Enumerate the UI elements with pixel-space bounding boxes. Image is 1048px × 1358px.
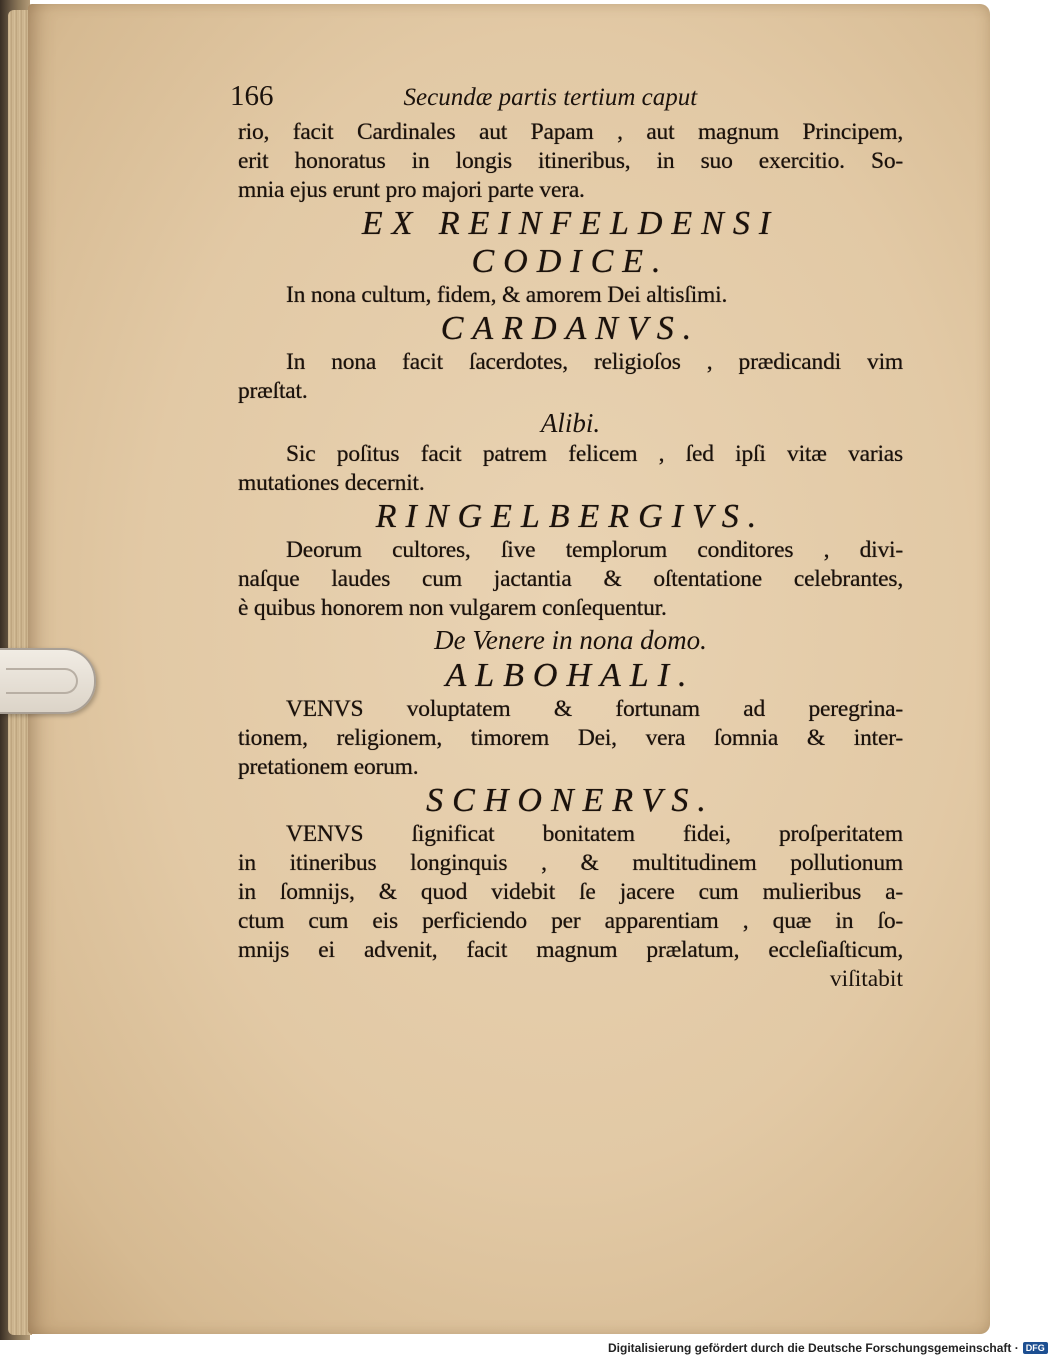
body-lines [238, 118, 903, 965]
dfg-logo-icon: DFG [1023, 1342, 1048, 1354]
text-line: Deorum cultores, ſive templorum conditores , divi- [286, 537, 903, 563]
running-head [230, 80, 903, 118]
text-line: præſtat. [238, 378, 308, 404]
text-line: In nona facit ſacerdotes, religioſos , prædicandi vim [286, 349, 903, 375]
text-line: in ſomnijs, & quod videbit ſe jacere cum mulieribus a- [238, 879, 903, 905]
section-heading: SCHONERVS. [426, 782, 715, 819]
digitization-footer [608, 1339, 1045, 1357]
text-line: rio, facit Cardinales aut Papam , aut magnum Principem, [238, 119, 903, 145]
text-line: In nona cultum, fidem, & amorem Dei altisſimi. [286, 282, 728, 308]
text-line: naſque laudes cum jactantia & oſtentatione celebrantes, [238, 566, 903, 592]
section-heading: CARDANVS. [440, 310, 701, 347]
section-heading: De Venere in nona domo. [434, 625, 707, 655]
text-line: mnia ejus erunt pro majori parte vera. [238, 177, 585, 203]
catchword: viſitabit [829, 966, 903, 992]
page-clip [0, 648, 96, 714]
text-line: tionem, religionem, timorem Dei, vera ſomnia & inter- [238, 725, 903, 751]
section-heading: ALBOHALI. [445, 657, 696, 694]
text-line: mnijs ei advenit, facit magnum prælatum, eccleſiaſticum, [238, 937, 903, 963]
text-line: VENVS ſignificat bonitatem fidei, proſperitatem [286, 821, 903, 847]
text-line: è quibus honorem non vulgarem conſequentur. [238, 595, 667, 621]
text-line: ctum cum eis perficiendo per apparentiam , quæ in ſo- [238, 908, 903, 934]
section-heading: RINGELBERGIVS. [375, 498, 766, 535]
text-line: in itineribus longinquis , & multitudinem pollutionum [238, 850, 903, 876]
text-line: erit honoratus in longis itineribus, in suo exercitio. So- [238, 148, 903, 174]
footer-text: Digitalisierung gefördert durch die Deutsche Forschungsgemeinschaft · [608, 1341, 1019, 1355]
text-line: VENVS voluptatem & fortunam ad peregrina- [286, 696, 903, 722]
text-line: Sic poſitus facit patrem felicem , ſed ipſi vitæ varias [286, 441, 903, 467]
text-line: mutationes decernit. [238, 470, 425, 496]
section-heading: Alibi. [540, 408, 601, 438]
text-line: pretationem eorum. [238, 754, 419, 780]
section-heading: EX REINFELDENSI [361, 205, 780, 242]
page-text [230, 80, 903, 994]
running-title: Secundæ partis tertium caput [403, 84, 698, 111]
page-number: 166 [230, 80, 274, 112]
section-heading: CODICE. [471, 243, 670, 280]
